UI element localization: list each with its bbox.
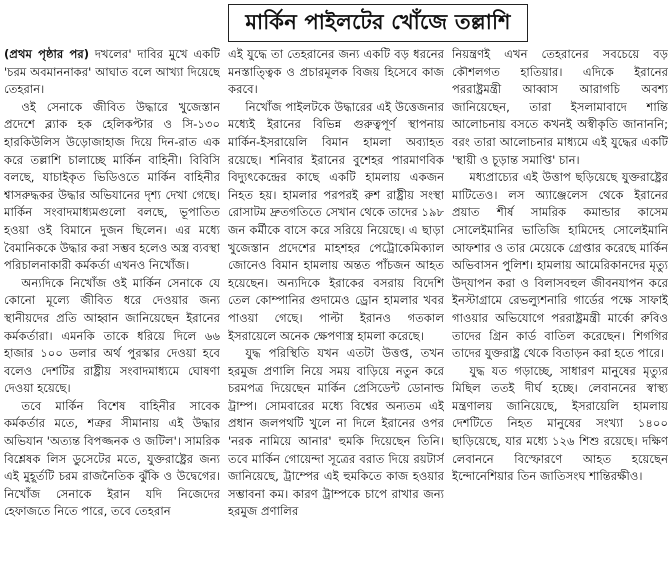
column-2 [228, 46, 444, 582]
paragraph [4, 46, 220, 99]
headline-box [228, 4, 528, 42]
paragraph-text: দখলের' দাবির মুখে একটি 'চরম অবমাননাকর' আঘাত বলে আখ্যা দিয়েছে তেহরান। [4, 47, 220, 97]
paragraph: তবে মার্কিন বিশেষ বাহিনীর সাবেক কর্মকর্তার মতে, শত্রুর সীমানায় এই উদ্ধার অভিযান 'অত্যন্ত বিপজ্জনক ও জটিল'। সামরিক বিশ্লেষক লিস ডুসেটের মতে, যুক্তরাষ্ট্রের জন্য এই মুহূর্তটি চরম রাজনৈতিক ঝুঁকি ও উদ্বেগের। নিখোঁজ সেনাকে ইরান যদি নিজেদের হেফাজতে নিতে পারে, তবে তেহরান [4, 398, 220, 519]
headline: মার্কিন পাইলটের খোঁজে তল্লাশি [245, 9, 511, 34]
article-columns [4, 46, 668, 582]
paragraph: ওই সেনাকে জীবিত উদ্ধারে খুজেস্তান প্রদেশে ব্ল্যাক হক হেলিকপ্টার ও সি-১৩০ হারকিউলিস উড়োজাহাজ দিয়ে দিন-রাত এক করে তল্লাশি চালাচ্ছে মার্কিন বাহিনী। বিবিসি বলছে, যাচাইকৃত ভিডিওতে মার্কিন বাহিনীর শ্বাসরুদ্ধকর উদ্ধার অভিযানের দৃশ্য দেখা গেছে। মার্কিন সংবাদমাধ্যমগুলো বলছে, ভূপাতিত হওয়া ওই বিমানে দুজন ছিলেন। এর মধ্যে বৈমানিককে উদ্ধার করা সম্ভব হলেও অস্ত্র ব্যবস্থা পরিচালনাকারী কর্মকর্তা এখনও নিখোঁজ। [4, 99, 220, 273]
paragraph: নিয়ন্ত্রণই এখন তেহরানের সবচেয়ে বড় কৌশলগত হাতিয়ার। এদিকে ইরানের পররাষ্ট্রমন্ত্রী আব্বাস আরাগচি অবশ্য জানিয়েছেন, তারা ইসলামাবাদে শান্তি আলোচনায় বসতে কখনই অস্বীকৃতি জানাননি; বরং তারা আলোচনার মাধ্যমে এই যুদ্ধের একটি 'স্থায়ী ও চূড়ান্ত সমাপ্তি' চান। [452, 47, 668, 167]
paragraph: অন্যদিকে নিখোঁজ ওই মার্কিন সেনাকে যে কোনো মূল্যে জীবিত ধরে দেওয়ার জন্য স্থানীয়দের প্রতি আহ্বান জানিয়েছেন ইরানের কর্মকর্তারা। এমনকি তাকে ধরিয়ে দিলে ৬৬ হাজার ১০০ ডলার অর্থ পুরস্কার দেওয়া হবে বলেও দেশটির রাষ্ট্রীয় সংবাদমাধ্যমে ঘোষণা দেওয়া হয়েছে। [4, 275, 220, 396]
paragraph: এই যুদ্ধে তা তেহরানের জন্য একটি বড় ধরনের মনস্তাত্ত্বিক ও প্রচারমূলক বিজয় হিসেবে কাজ করবে। [228, 47, 444, 97]
column-3 [452, 46, 668, 582]
continuation-label: (প্রথম পৃষ্ঠার পর) [4, 47, 90, 61]
paragraph: নিখোঁজ পাইলটকে উদ্ধারের এই উত্তেজনার মধ্যেই ইরানের বিভিন্ন গুরুত্বপূর্ণ স্থাপনায় মার্কিন-ইসরায়েলি বিমান হামলা অব্যাহত রয়েছে। শনিবার ইরানের বুশেহর পারমাণবিক বিদ্যুৎকেন্দ্রের কাছে একটি হামলায় একজন নিহত হয়। হামলার পরপরই রুশ রাষ্ট্রীয় সংস্থা রোসাটম দ্রুতগতিতে সেখান থেকে তাদের ১৯৮ জন কর্মীকে বাসে করে সরিয়ে নিয়েছে। এ ছাড়া খুজেস্তান প্রদেশের মাহশহর পেট্রোকেমিক্যাল জোনেও বিমান হামলায় অন্তত পাঁচজন আহত হয়েছেন। অন্যদিকে ইরাকের বসরায় বিদেশি তেল কোম্পানির গুদামেও ড্রোন হামলার খবর পাওয়া গেছে। পাল্টা ইরানও গতকাল ইসরায়েলে অনেক ক্ষেপণাস্ত্র হামলা করেছে। [228, 99, 444, 343]
column-1 [4, 46, 220, 582]
paragraph: মধ্যপ্রাচ্যের এই উত্তাপ ছড়িয়েছে যুক্তরাষ্ট্রের মাটিতেও। লস অ্যাঞ্জেলেস থেকে ইরানের প্রয়াত শীর্ষ সামরিক কমান্ডার কাসেম সোলেইমানির ভাতিজি হামিদেহ সোলেইমানি আফশার ও তার মেয়েকে গ্রেপ্তার করেছে মার্কিন অভিবাসন পুলিশ। হামলায় আমেরিকানদের মৃত্যু উদ্‌যাপন করা ও বিলাসবহুল জীবনযাপন করে ইনস্টাগ্রামে রেভল্যুশনারি গার্ডের পক্ষে সাফাই গাওয়ার অভিযোগে পররাষ্ট্রমন্ত্রী মার্কো রুবিও তাদের গ্রিন কার্ড বাতিল করেছেন। শিগগির তাদের যুক্তরাষ্ট্র থেকে বিতাড়ন করা হতে পারে। [452, 170, 668, 361]
paragraph: যুদ্ধ যত গড়াচ্ছে, সাধারণ মানুষের মৃত্যুর মিছিল ততই দীর্ঘ হচ্ছে। লেবাননের স্বাস্থ্য মন্ত্রণালয় জানিয়েছে, ইসরায়েলি হামলায় দেশটিতে নিহত মানুষের সংখ্যা ১৪০০ ছাড়িয়েছে, যার মধ্যে ১২৬ শিশু রয়েছে। দক্ষিণ লেবাননে বিস্ফোরণে আহত হয়েছেন ইন্দোনেশিয়ার তিন জাতিসংঘ শান্তিরক্ষীও। [452, 363, 668, 484]
paragraph: যুদ্ধ পরিস্থিতি যখন এতটা উত্তপ্ত, তখন হরমুজ প্রণালি নিয়ে সময় বাড়িয়ে নতুন করে চরমপত্র দিয়েছেন মার্কিন প্রেসিডেন্ট ডোনাল্ড ট্রাম্প। সোমবারের মধ্যে বিশ্বের অন্যতম এই প্রধান জলপথটি খুলে না দিলে ইরানের ওপর 'নরক নামিয়ে আনার' হুমকি দিয়েছেন তিনি। তবে মার্কিন গোয়েন্দা সূত্রের বরাত দিয়ে রয়টার্স জানিয়েছে, ট্রাম্পের এই হুমকিতে কাজ হওয়ার সম্ভাবনা কম। কারণ ট্রাম্পকে চাপে রাখার জন্য হরমুজ প্রণালির [228, 346, 444, 519]
